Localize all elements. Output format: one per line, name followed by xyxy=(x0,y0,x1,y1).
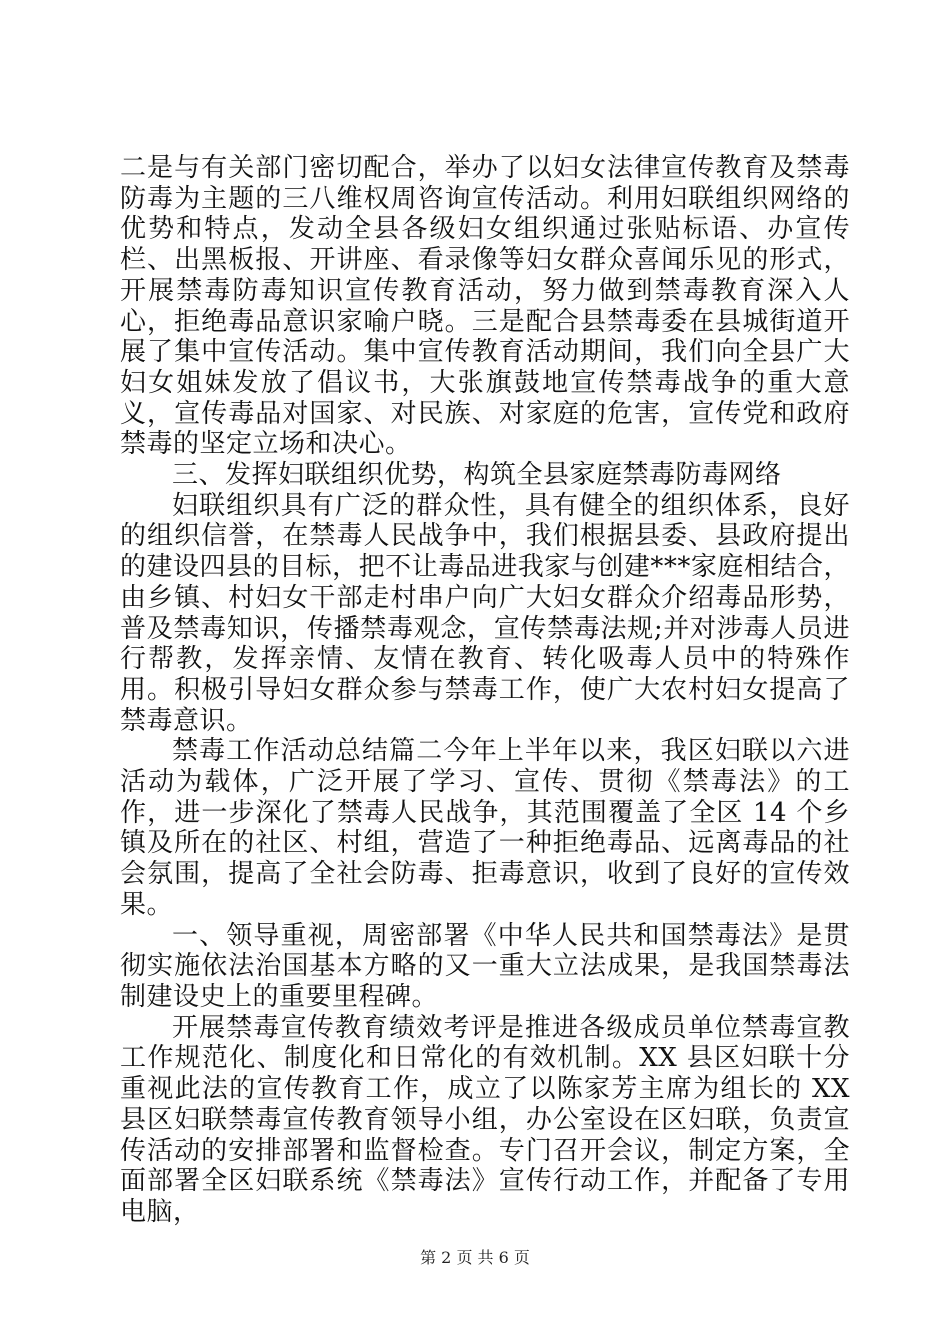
paragraph-1: 二是与有关部门密切配合，举办了以妇女法律宣传教育及禁毒防毒为主题的三八维权周咨询宣传活动。利用妇联组织网络的优势和特点，发动全县各级妇女组织通过张贴标语、办宣传栏、出黑板报、开讲座、看录像等妇女群众喜闻乐见的形式，开展禁毒防毒知识宣传教育活动，努力做到禁毒教育深入人心，拒绝毒品意识家喻户晓。三是配合县禁毒委在县城街道开展了集中宣传活动。集中宣传教育活动期间，我们向全县广大妇女姐妹发放了倡议书，大张旗鼓地宣传禁毒战争的重大意义，宣传毒品对国家、对民族、对家庭的危害，宣传党和政府禁毒的坚定立场和决心。 xyxy=(120,153,850,460)
paragraph-3: 禁毒工作活动总结篇二今年上半年以来，我区妇联以六进活动为载体，广泛开展了学习、宣传、贯彻《禁毒法》的工作，进一步深化了禁毒人民战争，其范围覆盖了全区 14 个乡镇及所在的社区、村组，营造了一种拒绝毒品、远离毒品的社会氛围，提高了全社会防毒、拒毒意识，收到了良好的宣传效果。 xyxy=(120,736,850,920)
paragraph-4: 一、领导重视，周密部署《中华人民共和国禁毒法》是贯彻实施依法治国基本方略的又一重大立法成果，是我国禁毒法制建设史上的重要里程碑。 xyxy=(120,920,850,1012)
paragraph-2: 妇联组织具有广泛的群众性，具有健全的组织体系，良好的组织信誉，在禁毒人民战争中，我们根据县委、县政府提出的建设四县的目标，把不让毒品进我家与创建***家庭相结合，由乡镇、村妇女干部走村串户向广大妇女群众介绍毒品形势，普及禁毒知识，传播禁毒观念，宣传禁毒法规;并对涉毒人员进行帮教，发挥亲情、友情在教育、转化吸毒人员中的特殊作用。积极引导妇女群众参与禁毒工作，使广大农村妇女提高了禁毒意识。 xyxy=(120,490,850,736)
page-footer: 第 2 页 共 6 页 xyxy=(420,1248,530,1267)
document-body xyxy=(120,153,850,1228)
section-heading-3: 三、发挥妇联组织优势，构筑全县家庭禁毒防毒网络 xyxy=(172,460,782,491)
paragraph-5: 开展禁毒宣传教育绩效考评是推进各级成员单位禁毒宣教工作规范化、制度化和日常化的有效机制。XX 县区妇联十分重视此法的宣传教育工作，成立了以陈家芳主席为组长的 XX 县区妇联禁毒宣传教育领导小组，办公室设在区妇联，负责宣传活动的安排部署和监督检查。专门召开会议，制定方案，全面部署全区妇联系统《禁毒法》宣传行动工作，并配备了专用电脑， xyxy=(120,1012,850,1227)
